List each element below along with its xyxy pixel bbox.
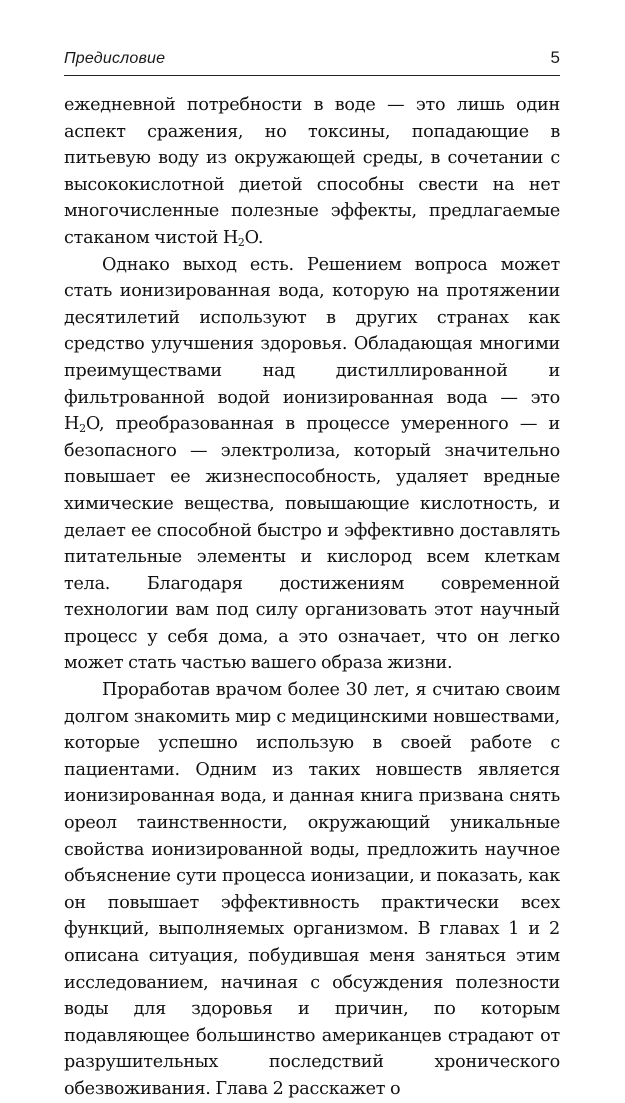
page-number: 5 [550, 48, 560, 67]
paragraph-2: Однако выход есть. Решением вопроса может стать ионизированная вода, которую на протяжении десятилетий используют в других странах как средство улучшения здоровья. Обладающая многими преимуществами над дистиллированной и фильтрованной водой ионизированная вода — это $H_2O$, преобразованная в процессе умеренного — и безопасного — электролиза, который значительно повышает ее жизнеспособность, удаляет вредные химические вещества, повышающие кислотность, и делает ее способной быстро и эффективно доставлять питательные элементы и кислород всем клеткам тела. Благодаря достижениям современной технологии вам под силу организовать этот научный процесс у себя дома, а это означает, что он легко может стать частью вашего образа жизни. [64, 254, 560, 674]
running-title: Предисловие [64, 50, 166, 67]
header-divider [64, 75, 560, 76]
paragraph-3: Проработав врачом более 30 лет, я считаю своим долгом знакомить мир с медицинскими новшествами, которые успешно использую в своей работе с пациентами. Одним из таких новшеств является ионизированная вода, и данная книга призвана снять ореол таинственности, окружающий уникальные свойства ионизированной воды, предложить научное объяснение сути процесса ионизации, и показать, как он повышает эффективность практически всех функций, выполняемых организмом. В главах 1 и 2 описана ситуация, побудившая меня заняться этим исследованием, начиная с обсуждения полезности воды для здоровья и причин, по которым подавляющее большинство американцев страдают от разрушительных последствий хронического обезвоживания. Глава 2 расскажет о [64, 680, 560, 1099]
paragraph-1: ежедневной потребности в воде — это лишь один аспект сражения, но токсины, попадающие в питьевую воду из окружающей среды, в сочетании с высококислотной диетой способны свести на нет многочисленные полезные эффекты, предлагаемые стаканом чистой $H_2O$. [64, 95, 560, 249]
running-header [64, 46, 560, 72]
body-text [64, 92, 560, 1103]
